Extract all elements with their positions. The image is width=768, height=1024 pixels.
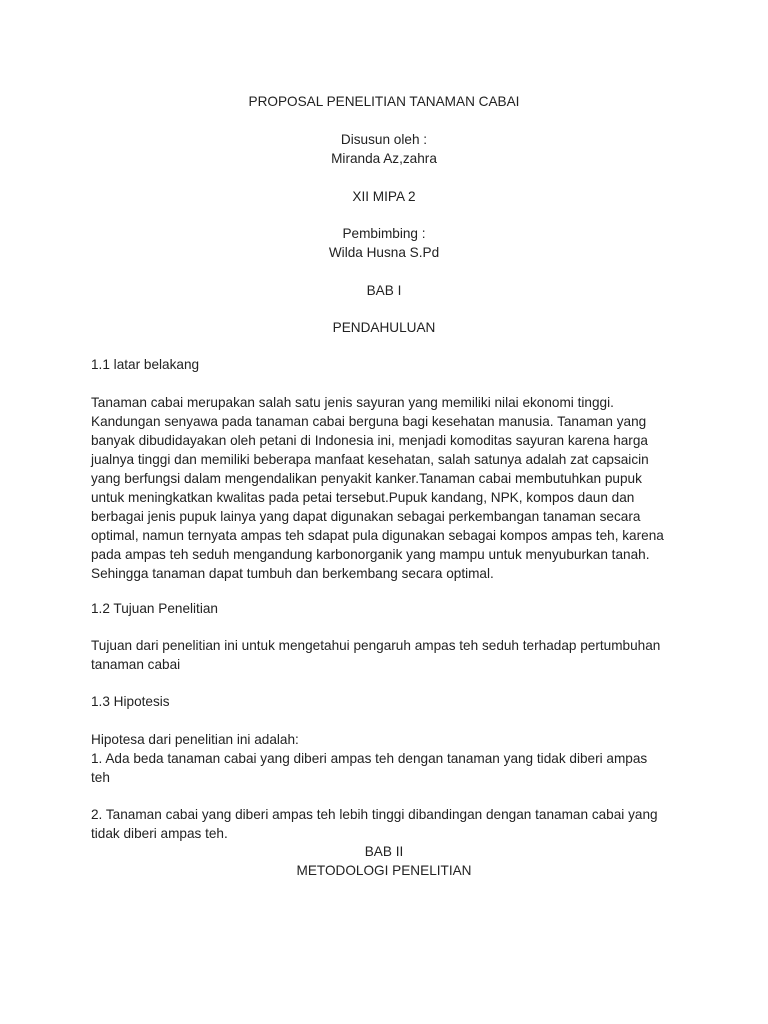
paragraph-line: yang berfungsi dalam mengendalikan penyakit kanker.Tanaman cabai membutuhkan pupuk — [91, 471, 642, 486]
hypothesis-item-2 — [91, 805, 681, 843]
paragraph-line: Tujuan dari penelitian ini untuk mengetahui pengaruh ampas teh seduh terhadap pertumbuhan — [91, 638, 661, 653]
paragraph-line: tanaman cabai — [91, 657, 181, 672]
section-1-2-paragraph — [91, 636, 681, 674]
chapter-2-label: BAB II — [364, 844, 404, 859]
hypothesis-item-2-line: 2. Tanaman cabai yang diberi ampas teh lebih tinggi dibandingan dengan tanaman cabai yang — [91, 807, 658, 822]
class-label: XII MIPA 2 — [352, 189, 416, 204]
paragraph-line: banyak dibudidayakan oleh petani di Indonesia ini, menjadi komoditas sayuran karena harga — [91, 433, 648, 448]
advisor-name: Wilda Husna S.Pd — [328, 245, 440, 260]
section-1-1-paragraph — [91, 393, 681, 583]
author-label: Disusun oleh : — [340, 132, 428, 147]
chapter-1-label: BAB I — [366, 283, 402, 298]
paragraph-line: pada ampas teh seduh mengandung karbonorganik yang mampu untuk menyuburkan tanah. — [91, 547, 650, 562]
paragraph-line: Tanaman cabai merupakan salah satu jenis sayuran yang memiliki nilai ekonomi tinggi. — [91, 395, 614, 410]
advisor-label: Pembimbing : — [342, 226, 426, 241]
paragraph-line: berbagai jenis pupuk lainya yang dapat digunakan sebagai perkembangan tanaman secara — [91, 509, 641, 524]
paragraph-line: jualnya tinggi dan memiliki beberapa manfaat kesehatan, salah satunya adalah zat capsaicin — [91, 452, 649, 467]
section-1-1-heading: 1.1 latar belakang — [91, 357, 200, 372]
hypothesis-item-2-line: tidak diberi ampas teh. — [91, 826, 228, 841]
section-1-3-paragraph — [91, 730, 681, 787]
document-title: PROPOSAL PENELITIAN TANAMAN CABAI — [248, 94, 520, 109]
paragraph-line: Kandungan senyawa pada tanaman cabai berguna bagi kesehatan manusia. Tanaman yang — [91, 414, 647, 429]
chapter-1-title: PENDAHULUAN — [332, 320, 436, 335]
section-1-2-heading: 1.2 Tujuan Penelitian — [91, 601, 218, 616]
paragraph-line: untuk meningkatkan kwalitas pada petai tersebut.Pupuk kandang, NPK, kompos daun dan — [91, 490, 635, 505]
hypothesis-item-1-line: teh — [91, 770, 110, 785]
chapter-2-title: METODOLOGI PENELITIAN — [296, 863, 472, 878]
paragraph-line: Sehingga tanaman dapat tumbuh dan berkembang secara optimal. — [91, 566, 494, 581]
paragraph-line: optimal, namun ternyata ampas teh sdapat pula digunakan sebagai kompos ampas teh, karena — [91, 528, 664, 543]
section-1-3-heading: 1.3 Hipotesis — [91, 694, 170, 709]
hypothesis-item-1-line: 1. Ada beda tanaman cabai yang diberi ampas teh dengan tanaman yang tidak diberi ampas — [91, 751, 648, 766]
hypothesis-intro: Hipotesa dari penelitian ini adalah: — [91, 732, 299, 747]
author-name: Miranda Az,zahra — [331, 151, 437, 166]
